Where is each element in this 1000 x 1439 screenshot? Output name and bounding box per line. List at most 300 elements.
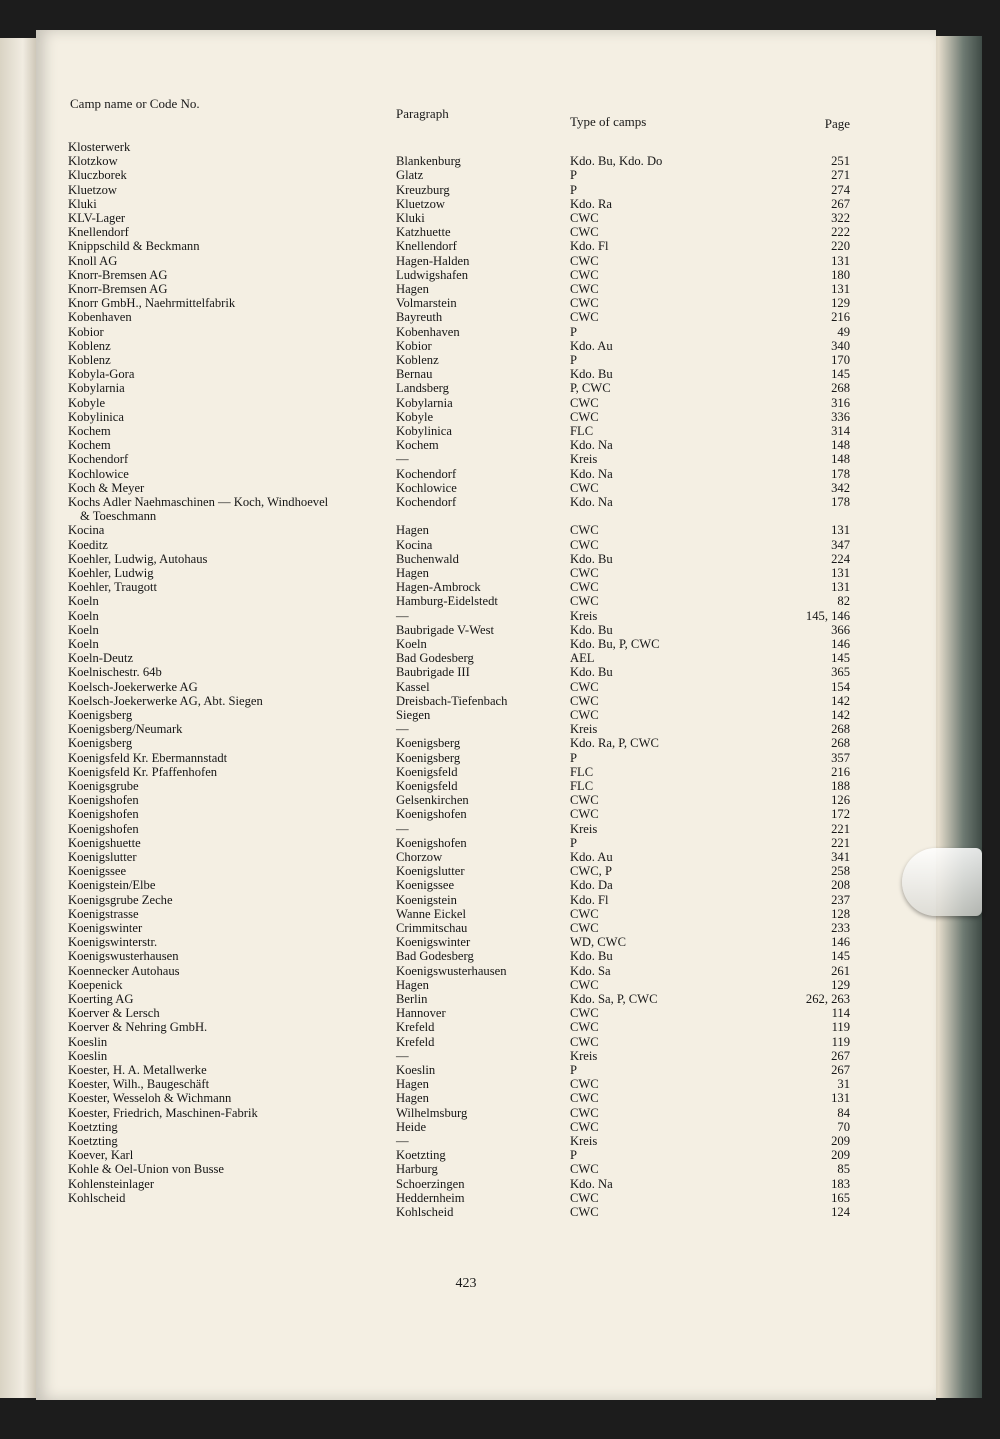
table-row	[36, 1148, 936, 1162]
row-paragraph: Kreuzburg	[396, 182, 450, 197]
row-camp-name: Koeln-Deutz	[68, 651, 134, 666]
row-paragraph: Wanne Eickel	[396, 906, 466, 921]
table-row	[36, 211, 936, 225]
row-paragraph: Bayreuth	[396, 310, 443, 325]
row-camp-name: Koeditz	[68, 537, 108, 552]
row-camp-name: Kobyle	[68, 395, 106, 410]
table-row	[36, 1162, 936, 1176]
table-row	[36, 907, 936, 921]
row-camp-name: Koenigsberg	[68, 736, 133, 751]
row-type: P	[570, 324, 578, 339]
row-page: 124	[831, 1205, 850, 1219]
row-camp-name: Koetzting	[68, 1134, 118, 1148]
row-camp-name: Koehler, Traugott	[68, 580, 158, 595]
row-page: 129	[831, 977, 850, 992]
table-row	[36, 935, 936, 949]
row-camp-name: Koeln	[68, 608, 99, 623]
table-row	[36, 552, 936, 566]
row-camp-name: Koepenick	[68, 977, 123, 992]
row-type: P	[570, 750, 578, 765]
row-paragraph: Kochlowice	[396, 480, 457, 495]
row-camp-name: Koenigsberg/Neumark	[68, 722, 183, 737]
row-page: 220	[831, 239, 850, 254]
table-row	[36, 694, 936, 708]
row-type: CWC, P	[570, 864, 612, 879]
table-row	[36, 736, 936, 750]
row-page: 216	[831, 764, 850, 779]
table-row	[36, 1006, 936, 1020]
header-type-of-camps: Type of camps	[570, 114, 647, 129]
row-paragraph: Gelsenkirchen	[396, 793, 469, 808]
table-row	[36, 864, 936, 878]
table-row	[36, 978, 936, 992]
row-camp-name: Koenigswinter	[68, 921, 143, 935]
row-type: CWC	[570, 1006, 599, 1021]
table-row	[36, 467, 936, 481]
table-row	[36, 509, 936, 523]
row-paragraph: Ludwigshafen	[396, 267, 469, 282]
row-type: CWC	[570, 693, 599, 708]
row-camp-name: Koeln	[68, 637, 99, 651]
row-paragraph: Kobyle	[396, 409, 434, 424]
row-type: Kdo. Na	[570, 466, 613, 481]
table-row	[36, 239, 936, 253]
row-paragraph: —	[396, 452, 409, 467]
row-paragraph: Hagen-Ambrock	[396, 580, 481, 595]
row-paragraph: Knellendorf	[396, 239, 457, 254]
table-row	[36, 339, 936, 353]
row-page: 165	[831, 1190, 850, 1205]
row-camp-name: Kochlowice	[68, 466, 129, 481]
row-page: 178	[831, 466, 850, 481]
row-camp-name: Knoll AG	[68, 253, 118, 268]
row-paragraph: Koenigsberg	[396, 736, 461, 751]
row-paragraph: —	[396, 722, 409, 737]
table-row	[36, 1020, 936, 1034]
row-type: Kdo. Bu	[570, 367, 613, 382]
row-paragraph: —	[396, 608, 409, 623]
row-paragraph: Bad Godesberg	[396, 651, 474, 666]
row-page: 180	[831, 267, 850, 282]
row-type: Kdo. Au	[570, 338, 613, 353]
table-row	[36, 623, 936, 637]
table-row	[36, 637, 936, 651]
row-paragraph: Koenigswusterhausen	[396, 963, 507, 978]
row-paragraph: Kochem	[396, 438, 439, 453]
row-paragraph: Koenigsberg	[396, 750, 461, 765]
row-paragraph: —	[396, 1048, 409, 1063]
row-camp-name: Kohlensteinlager	[68, 1176, 155, 1191]
row-type: CWC	[570, 480, 599, 495]
table-row	[36, 822, 936, 836]
row-page: 188	[831, 779, 850, 793]
table-row	[36, 168, 936, 182]
row-paragraph: Hagen	[396, 282, 429, 296]
row-camp-name: Koenigssee	[68, 864, 127, 879]
row-paragraph: Koeln	[396, 637, 427, 651]
row-page: 267	[831, 1048, 850, 1063]
row-page: 267	[831, 1063, 850, 1077]
row-type: CWC	[570, 1190, 599, 1205]
row-page: 131	[831, 282, 850, 296]
row-page: 31	[837, 1077, 850, 1092]
row-page: 128	[831, 906, 850, 921]
row-camp-name: Koetzting	[68, 1119, 118, 1134]
row-camp-name: Koelsch-Joekerwerke AG	[68, 679, 198, 694]
row-camp-name: Kocina	[68, 523, 105, 538]
row-paragraph: Schoerzingen	[396, 1176, 465, 1191]
row-type: CWC	[570, 1205, 599, 1219]
row-type: CWC	[570, 1105, 599, 1120]
row-type: Kdo. Bu	[570, 949, 613, 964]
row-page: 314	[831, 424, 850, 438]
row-paragraph: Koenigssee	[396, 878, 455, 893]
row-camp-name: Koester, Friedrich, Maschinen-Fabrik	[68, 1105, 258, 1120]
row-page: 142	[831, 693, 850, 708]
row-paragraph: Glatz	[396, 168, 424, 183]
table-row	[36, 651, 936, 665]
row-paragraph: Blankenburg	[396, 154, 461, 169]
row-camp-name: Knorr-Bremsen AG	[68, 282, 168, 296]
row-type: Kdo. Bu, Kdo. Do	[570, 154, 663, 169]
row-paragraph: Siegen	[396, 708, 431, 722]
row-page: 347	[831, 537, 850, 552]
row-page: 340	[831, 338, 850, 353]
row-page: 172	[831, 807, 850, 822]
row-page: 221	[831, 821, 850, 836]
row-paragraph: Volmarstein	[396, 296, 457, 311]
row-type: CWC	[570, 211, 599, 225]
row-paragraph: Kluki	[396, 211, 425, 225]
row-paragraph: Buchenwald	[396, 551, 459, 566]
row-camp-name: Kohlscheid	[68, 1190, 126, 1205]
row-paragraph: Crimmitschau	[396, 921, 468, 935]
row-camp-name: Koenigstein/Elbe	[68, 878, 156, 893]
row-page: 233	[831, 921, 850, 935]
row-camp-name: Koenigsberg	[68, 708, 133, 722]
row-page: 154	[831, 679, 850, 694]
row-type: Kdo. Ra	[570, 196, 612, 211]
row-camp-name: Koeslin	[68, 1048, 108, 1063]
row-page: 237	[831, 892, 850, 907]
row-paragraph: Katzhuette	[396, 225, 451, 240]
table-row	[36, 140, 936, 154]
row-page: 84	[837, 1105, 850, 1120]
row-paragraph: Hagen	[396, 523, 429, 538]
row-paragraph: Kassel	[396, 679, 430, 694]
row-type: CWC	[570, 395, 599, 410]
row-page: 131	[831, 580, 850, 595]
row-camp-name: Kochem	[68, 438, 111, 453]
row-camp-name: Koenigswusterhausen	[68, 949, 179, 964]
row-camp-name: Knorr-Bremsen AG	[68, 267, 168, 282]
row-type: Kdo. Fl	[570, 892, 609, 907]
table-row	[36, 921, 936, 935]
row-camp-name: Koehler, Ludwig, Autohaus	[68, 551, 208, 566]
row-camp-name: Klotzkow	[68, 154, 118, 169]
row-camp-name: Koelsch-Joekerwerke AG, Abt. Siegen	[68, 693, 263, 708]
row-page: 178	[831, 495, 850, 509]
table-row	[36, 580, 936, 594]
row-camp-name: Koenigslutter	[68, 850, 137, 864]
table-row	[36, 523, 936, 537]
table-row	[36, 310, 936, 324]
table-row	[36, 438, 936, 452]
table-row	[36, 594, 936, 608]
row-paragraph: Kohlscheid	[396, 1205, 454, 1219]
row-type: CWC	[570, 310, 599, 325]
row-camp-name: Kluki	[68, 196, 97, 211]
row-page: 183	[831, 1176, 850, 1191]
row-paragraph: Hagen	[396, 1077, 429, 1092]
table-row	[36, 1035, 936, 1049]
row-camp-name: Kobylarnia	[68, 381, 125, 396]
page-number: 423	[455, 1276, 477, 1291]
table-row	[36, 1205, 936, 1219]
row-camp-name: Koenigsgrube	[68, 779, 139, 793]
row-page: 119	[831, 1034, 850, 1049]
row-paragraph: Baubrigade III	[396, 665, 470, 680]
row-page: 216	[831, 310, 850, 325]
row-page: 114	[831, 1006, 850, 1021]
row-type: FLC	[570, 779, 594, 793]
row-paragraph: Krefeld	[396, 1020, 435, 1035]
table-row	[36, 779, 936, 793]
row-camp-name: Kochendorf	[68, 452, 129, 467]
row-camp-name: Knippschild & Beckmann	[68, 239, 200, 254]
table-row	[36, 893, 936, 907]
row-camp-name: Koester, Wilh., Baugeschäft	[68, 1077, 210, 1092]
row-page: 70	[837, 1119, 850, 1134]
row-type: Kdo. Au	[570, 850, 613, 864]
header-page: Page	[824, 116, 850, 131]
table-row	[36, 878, 936, 892]
row-camp-name: Koenigswinterstr.	[68, 935, 158, 950]
row-type: FLC	[570, 424, 594, 438]
row-type: CWC	[570, 1091, 599, 1106]
row-type: Kreis	[570, 722, 598, 737]
table-row	[36, 1077, 936, 1091]
row-camp-name: KLV-Lager	[68, 211, 126, 225]
table-row	[36, 665, 936, 679]
header-paragraph: Paragraph	[396, 106, 449, 121]
table-row	[36, 367, 936, 381]
row-page: 119	[831, 1020, 850, 1035]
row-camp-name: Kochem	[68, 424, 111, 438]
row-type: Kreis	[570, 1134, 598, 1148]
row-camp-name: Koenigstrasse	[68, 906, 139, 921]
table-row	[36, 424, 936, 438]
left-page-edge	[0, 38, 38, 1398]
row-camp-name: Koblenz	[68, 338, 111, 353]
page-clip	[902, 848, 982, 916]
table-row	[36, 538, 936, 552]
row-type: CWC	[570, 1034, 599, 1049]
row-paragraph: Koblenz	[396, 353, 439, 367]
row-type: Kdo. Na	[570, 438, 613, 453]
row-camp-name: & Toeschmann	[80, 509, 157, 524]
row-camp-name: Koenigsgrube Zeche	[68, 892, 173, 907]
row-camp-name: Koenigsfeld Kr. Ebermannstadt	[68, 750, 228, 765]
row-paragraph: Kobylinica	[396, 424, 452, 438]
row-type: CWC	[570, 1119, 599, 1134]
row-page: 146	[831, 935, 850, 950]
row-type: Kdo. Ra, P, CWC	[570, 736, 659, 751]
row-camp-name: Koenigsfeld Kr. Pfaffenhofen	[68, 764, 218, 779]
table-row	[36, 410, 936, 424]
row-paragraph: Bernau	[396, 367, 433, 382]
table-row	[36, 154, 936, 168]
row-page: 258	[831, 864, 850, 879]
row-type: P	[570, 835, 578, 850]
row-paragraph: Kluetzow	[396, 196, 445, 211]
row-page: 148	[831, 438, 850, 453]
row-paragraph: Hannover	[396, 1006, 446, 1021]
row-camp-name: Koelnischestr. 64b	[68, 665, 162, 680]
table-row	[36, 722, 936, 736]
row-page: 274	[831, 182, 850, 197]
row-paragraph: Kochendorf	[396, 495, 457, 509]
row-camp-name: Koever, Karl	[68, 1148, 134, 1163]
row-camp-name: Koennecker Autohaus	[68, 963, 180, 978]
row-camp-name: Knorr GmbH., Naehrmittelfabrik	[68, 296, 236, 311]
row-camp-name: Koehler, Ludwig	[68, 566, 154, 580]
table-row	[36, 1091, 936, 1105]
row-type: Kdo. Bu	[570, 665, 613, 680]
row-type: FLC	[570, 764, 594, 779]
row-paragraph: Bad Godesberg	[396, 949, 474, 964]
row-type: CWC	[570, 537, 599, 552]
row-paragraph: Landsberg	[396, 381, 449, 396]
row-type: CWC	[570, 977, 599, 992]
row-camp-name: Koeln	[68, 594, 99, 609]
row-page: 126	[831, 793, 850, 808]
row-type: P, CWC	[570, 381, 611, 396]
row-camp-name: Koch & Meyer	[68, 480, 145, 495]
row-paragraph: Harburg	[396, 1162, 438, 1177]
row-page: 341	[831, 850, 850, 864]
table-row	[36, 964, 936, 978]
row-page: 251	[831, 154, 850, 169]
row-type: Kdo. Na	[570, 495, 613, 509]
row-type: CWC	[570, 1020, 599, 1035]
row-paragraph: Koenigshofen	[396, 807, 467, 822]
row-type: CWC	[570, 1162, 599, 1177]
table-row	[36, 353, 936, 367]
row-paragraph: Heide	[396, 1119, 427, 1134]
row-page: 145	[831, 651, 850, 666]
table-row	[36, 1049, 936, 1063]
row-paragraph: Koenigstein	[396, 892, 457, 907]
row-page: 209	[831, 1134, 850, 1148]
row-page: 267	[831, 196, 850, 211]
row-paragraph: Hagen	[396, 566, 429, 580]
row-paragraph: Kobylarnia	[396, 395, 453, 410]
row-paragraph: Koenigslutter	[396, 864, 465, 879]
row-page: 170	[831, 353, 850, 367]
row-type: CWC	[570, 793, 599, 808]
row-page: 221	[831, 835, 850, 850]
row-camp-name: Kluetzow	[68, 182, 117, 197]
table-row	[36, 992, 936, 1006]
row-camp-name: Koenigshofen	[68, 793, 139, 808]
row-page: 208	[831, 878, 850, 893]
row-paragraph: Kochendorf	[396, 466, 457, 481]
row-page: 268	[831, 736, 850, 751]
row-page: 268	[831, 722, 850, 737]
row-type: Kreis	[570, 1048, 598, 1063]
table-row	[36, 1106, 936, 1120]
row-page: 268	[831, 381, 850, 396]
row-paragraph: Krefeld	[396, 1034, 435, 1049]
row-type: CWC	[570, 708, 599, 722]
row-type: AEL	[570, 651, 595, 666]
row-paragraph: Koeslin	[396, 1063, 436, 1077]
table-row	[36, 708, 936, 722]
row-page: 145, 146	[805, 608, 850, 623]
row-camp-name: Koeln	[68, 622, 99, 637]
row-page: 145	[831, 949, 850, 964]
row-paragraph: Koenigsfeld	[396, 779, 458, 793]
row-page: 131	[831, 523, 850, 538]
row-page: 262, 263	[805, 992, 850, 1006]
row-paragraph: Baubrigade V-West	[396, 622, 494, 637]
row-paragraph: Hagen	[396, 1091, 429, 1106]
row-type: Kdo. Sa	[570, 963, 611, 978]
row-page: 131	[831, 253, 850, 268]
table-row	[36, 850, 936, 864]
row-type: Kdo. Bu, P, CWC	[570, 637, 660, 651]
table-row	[36, 183, 936, 197]
row-page: 148	[831, 452, 850, 467]
row-camp-name: Kluczborek	[68, 168, 127, 183]
row-camp-name: Koerting AG	[68, 992, 134, 1006]
row-type: P	[570, 1063, 578, 1077]
row-page: 129	[831, 296, 850, 311]
row-type: Kreis	[570, 608, 598, 623]
table-row	[36, 268, 936, 282]
table-row	[36, 1191, 936, 1205]
table-row	[36, 452, 936, 466]
row-type: P	[570, 1148, 578, 1163]
row-type: Kdo. Fl	[570, 239, 609, 254]
row-type: WD, CWC	[570, 935, 626, 950]
row-page: 336	[831, 409, 850, 424]
row-camp-name: Kochs Adler Naehmaschinen — Koch, Windhoevel	[68, 495, 329, 509]
row-type: CWC	[570, 566, 599, 580]
row-page: 357	[831, 750, 850, 765]
row-camp-name: Knellendorf	[68, 225, 129, 240]
row-page: 82	[837, 594, 850, 609]
row-type: CWC	[570, 296, 599, 311]
row-page: 85	[837, 1162, 850, 1177]
row-type: CWC	[570, 1077, 599, 1092]
row-type: Kreis	[570, 821, 598, 836]
row-paragraph: Kobenhaven	[396, 324, 460, 339]
row-camp-name: Koerver & Nehring GmbH.	[68, 1020, 208, 1035]
row-type: CWC	[570, 921, 599, 935]
table-row	[36, 1177, 936, 1191]
row-page: 209	[831, 1148, 850, 1163]
row-type: CWC	[570, 282, 599, 296]
row-page: 131	[831, 1091, 850, 1106]
row-page: 366	[831, 622, 850, 637]
row-camp-name: Koester, Wesseloh & Wichmann	[68, 1091, 232, 1106]
row-page: 342	[831, 480, 850, 495]
row-page: 271	[831, 168, 850, 183]
row-type: P	[570, 168, 578, 183]
row-camp-name: Koenigshuette	[68, 835, 141, 850]
